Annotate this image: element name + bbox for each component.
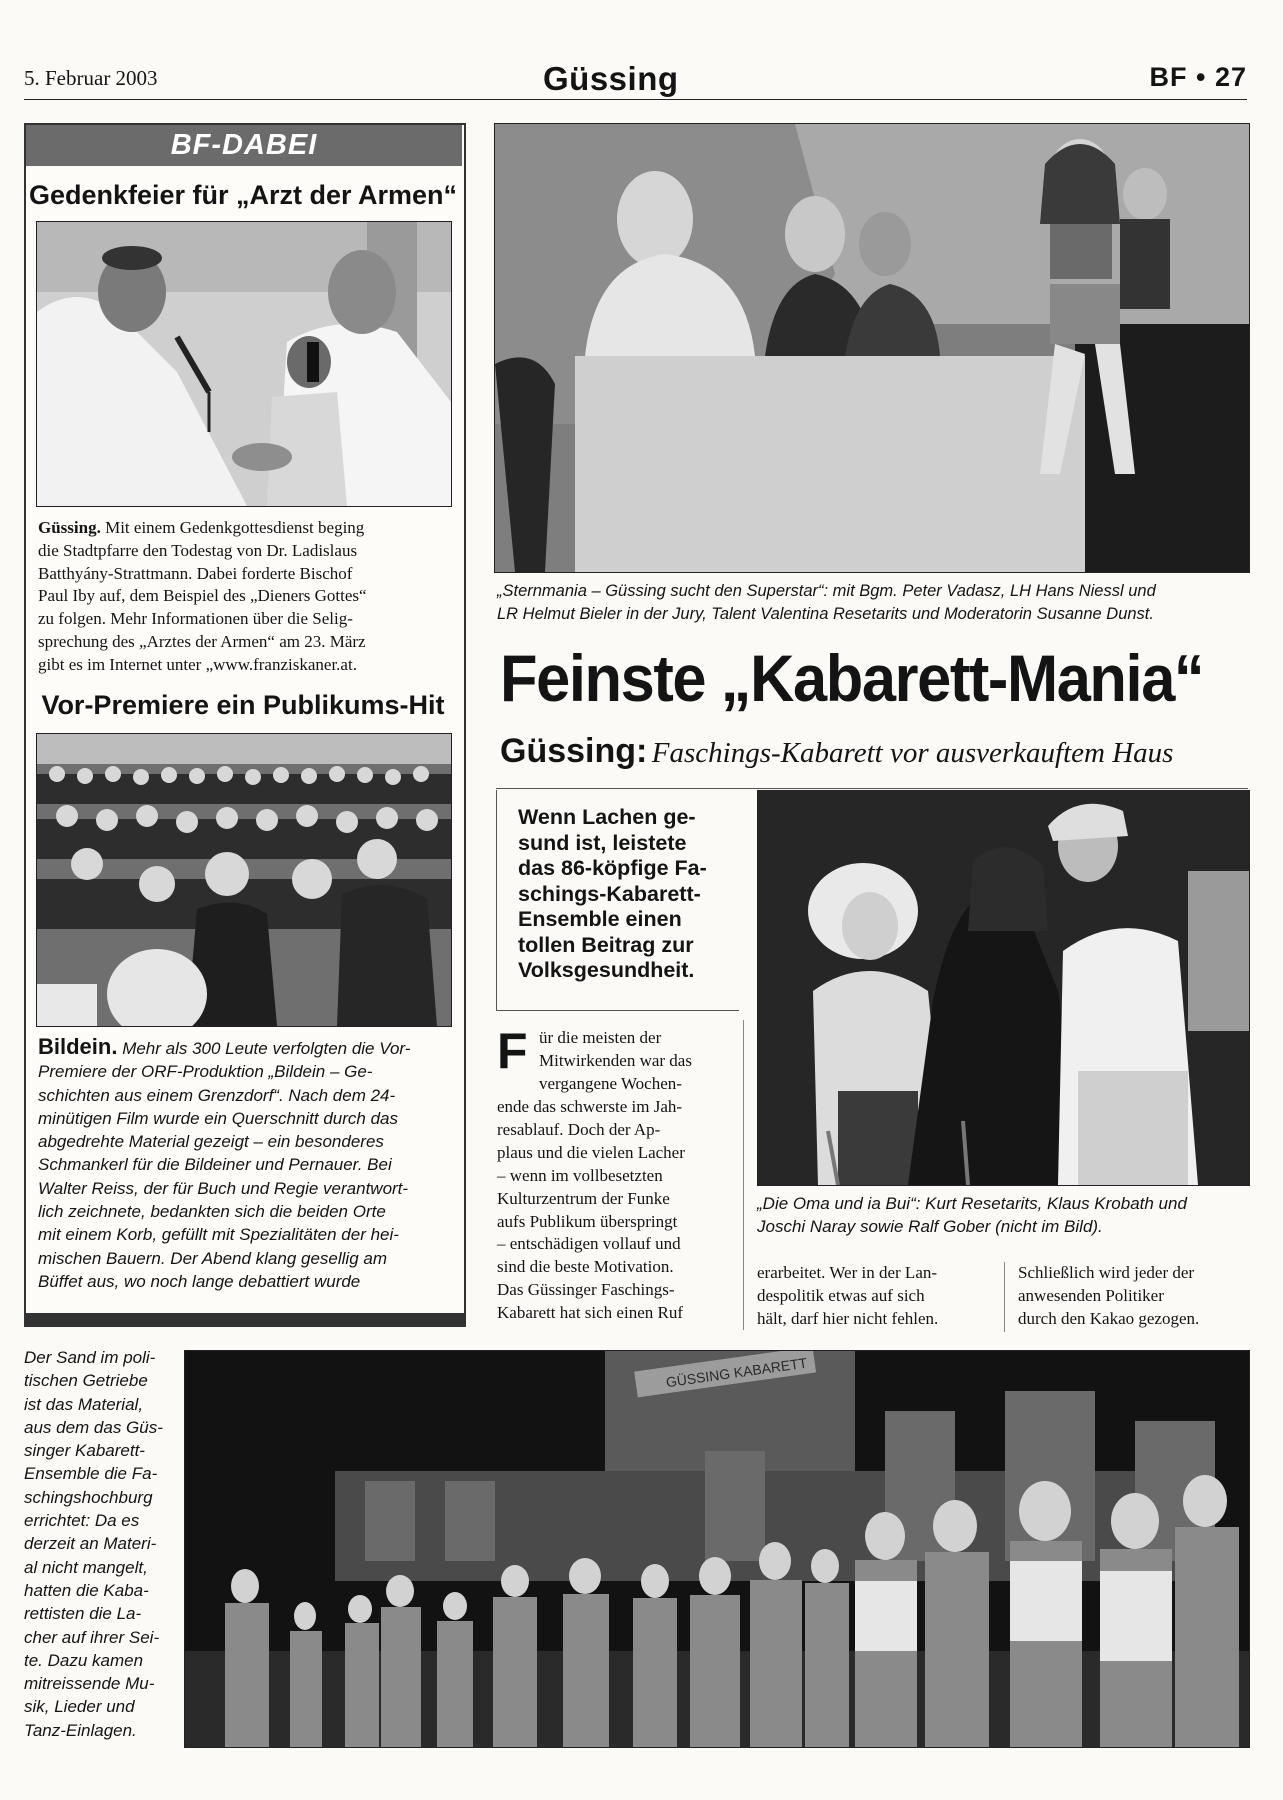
story2-line: Walter Reiss, der für Buch und Regie verantwort- [38, 1178, 409, 1198]
story2-lead: Bildein. [38, 1034, 118, 1059]
story2-line: Schmankerl für die Bildeiner und Pernauer. Bei [38, 1155, 392, 1175]
oma-und-bui-photo [757, 790, 1250, 1186]
story2-line: Premiere der ORF-Produktion „Bildein – Ge- [38, 1062, 373, 1082]
story1-headline: Gedenkfeier für „Arzt der Armen“ [28, 180, 458, 210]
column-rule [1004, 1262, 1005, 1332]
story1-text [38, 517, 450, 677]
section-location: Güssing [543, 60, 679, 97]
caption-line: LR Helmut Bieler in der Jury, Talent Valentina Resetarits und Moderatorin Susanne Dunst. [497, 605, 1154, 623]
caption-line: „Sternmania – Güssing sucht den Superstar“: mit Bgm. Peter Vadasz, LH Hans Niessl und [497, 582, 1156, 600]
box-kicker: BF-DABEI [26, 125, 462, 166]
story2-line: Bildein. Mehr als 300 Leute verfolgten die Vor- [38, 1034, 411, 1059]
story2-line: Büffet aus, wo noch lange debattiert wurde [38, 1271, 361, 1291]
sternmania-jury-photo [494, 123, 1250, 573]
header-rule [24, 99, 1247, 100]
drop-cap: F [497, 1023, 528, 1079]
story2-headline: Vor-Premiere ein Publikums-Hit [41, 690, 445, 720]
subhead-location: Güssing: [500, 732, 648, 770]
story2-line: minütigen Film wurde ein Querschnitt durch das [38, 1108, 398, 1128]
memorial-mass-photo [36, 221, 452, 507]
subhead-rule [496, 788, 1248, 789]
teaser-text: Wenn Lachen ge- sund ist, leistete das 86-köpfige Fa- schings-Kabarett- Ensemble einen tollen Beitrag zur Volksgesundheit. [518, 805, 707, 982]
body-col2: erarbeitet. Wer in der Lan- despolitik etwas auf sich hält, darf hier nicht fehlen. [757, 1263, 939, 1328]
story1-line: Güssing. Mit einem Gedenkgottesdienst beging [38, 518, 365, 537]
audience-photo [36, 733, 452, 1027]
body-col1-top: ür die meisten der Mitwirkenden war das vergangene Wochen- [539, 1028, 692, 1093]
box-bottom-bar [24, 1313, 466, 1325]
oma-caption: „Die Oma und ia Bui“: Kurt Resetarits, Klaus Krobath und Joschi Naray sowie Ralf Gober (nicht im Bild). [757, 1194, 1187, 1236]
story1-line: Paul Iby auf, dem Beispiel des „Dieners Gottes“ [38, 586, 367, 606]
main-headline: Feinste „Kabarett-Mania“ [500, 641, 1204, 715]
story1-line: gibt es im Internet unter „www.franziskaner.at. [38, 654, 357, 674]
column-rule [743, 1020, 744, 1330]
story2-line: mit einem Korb, gefüllt mit Spezialitäten der hei- [38, 1225, 399, 1245]
story1-line: zu folgen. Mehr Informationen über die Selig- [38, 609, 353, 629]
story2-line: lich zeichnete, bedankten sich die beiden Orte [38, 1202, 386, 1222]
main-subhead [500, 732, 1173, 771]
story1-line: sprechung des „Arztes der Armen“ am 23. März [38, 631, 366, 651]
story2-line: schichten aus einem Grenzdorf“. Nach dem 24- [38, 1085, 396, 1105]
story2-line: mischen Bauern. Der Abend klang gesellig am [38, 1248, 388, 1268]
body-col3: Schließlich wird jeder der anwesenden Politiker durch den Kakao gezogen. [1018, 1263, 1200, 1328]
story2-line: abgedrehte Material gezeigt – ein besonderes [38, 1132, 384, 1152]
story1-line: Batthyány-Strattmann. Dabei forderte Bischof [38, 563, 353, 583]
subhead-text: Faschings-Kabarett vor ausverkauftem Haus [651, 737, 1174, 769]
story2-text [38, 1035, 450, 1293]
story1-line: die Stadtpfarre den Todestag von Dr. Ladislaus [38, 540, 358, 560]
page-number: BF • 27 [1149, 62, 1247, 92]
sternmania-caption [497, 580, 1247, 626]
stage-sign-text: GÜSSING KABARETT [664, 1354, 809, 1391]
bottom-photo-caption: Der Sand im poli- tischen Getriebe ist das Material, aus dem das Güs- singer Kabarett- Ensemble die Fa- schingshochburg errichtet: Da es derzeit an Materi- al nicht mangelt, hatten die Kaba- rettisten die La- cher auf ihrer Sei- te. Dazu kamen mitreissende Mu- sik, Lieder und Tanz-Einlagen. [24, 1348, 163, 1740]
ensemble-stage-photo [184, 1350, 1250, 1748]
issue-date: 5. Februar 2003 [24, 66, 158, 90]
body-col1: ende das schwerste im Jah- resablauf. Doch der Ap- plaus und die vielen Lacher – wenn im vollbesetzten Kulturzentrum der Funke aufs Publikum überspringt – entschädigen vollauf und sind die beste Motivation. Das Güssinger Faschings- Kabarett hat sich einen Ruf [497, 1097, 685, 1323]
story1-lead: Güssing. [38, 518, 101, 537]
